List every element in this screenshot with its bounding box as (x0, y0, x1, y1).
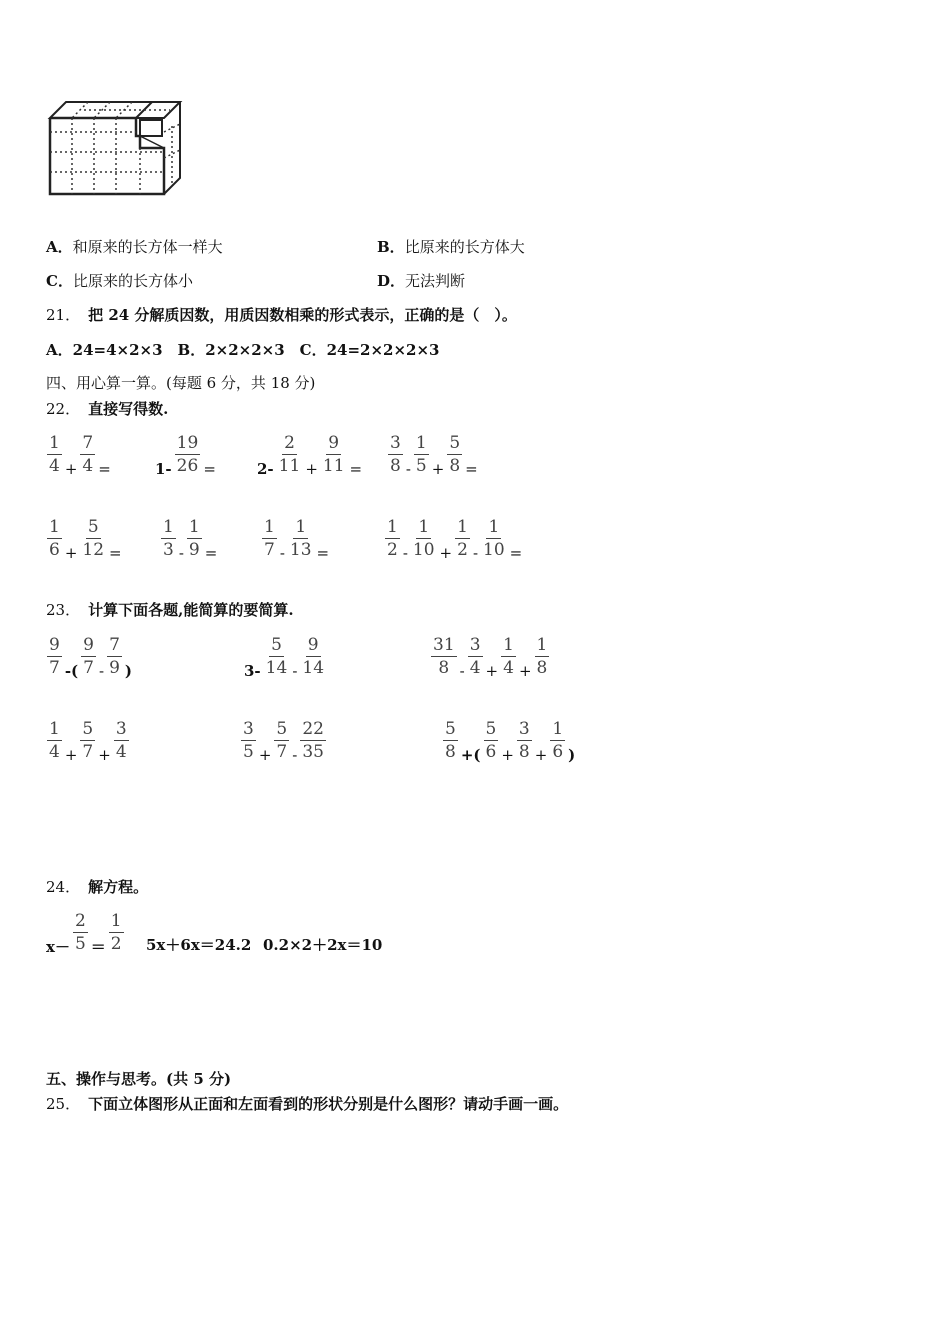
numerator: 3 (390, 432, 401, 453)
operator: - (292, 662, 298, 680)
operator: = (465, 460, 478, 478)
fraction (264, 634, 290, 679)
denominator: 8 (518, 741, 530, 762)
fraction (80, 516, 106, 561)
operator: - (402, 544, 408, 562)
term: +( (460, 746, 481, 764)
denominator: 2 (387, 539, 398, 560)
fraction (288, 516, 314, 561)
denominator: 7 (264, 539, 275, 560)
fraction (484, 718, 499, 763)
fraction (501, 634, 516, 679)
denominator: 14 (265, 657, 288, 678)
numerator: 3 (469, 634, 481, 655)
numerator: 1 (49, 516, 60, 537)
term: 1- (155, 460, 172, 478)
denominator: 14 (302, 657, 325, 678)
q22-expr-7 (261, 510, 331, 566)
fraction (80, 432, 95, 477)
q23-expr-5 (240, 712, 327, 768)
numerator: 9 (83, 634, 94, 655)
fraction (241, 718, 256, 763)
fraction (481, 516, 507, 561)
numerator: 1 (503, 634, 514, 655)
numerator: 1 (457, 516, 468, 537)
denominator: 7 (49, 657, 60, 678)
fraction (81, 634, 96, 679)
option-d[interactable]: D．无法判断 (377, 272, 466, 290)
q22-expr-4 (387, 426, 480, 482)
denominator: 2 (110, 933, 122, 954)
q22-expr-8 (384, 510, 524, 566)
operator: + (439, 544, 453, 562)
fraction (47, 516, 62, 561)
operator: - (279, 544, 285, 562)
numerator: 9 (328, 432, 340, 453)
q22-expr-3 (255, 426, 364, 482)
operator: = (203, 460, 216, 478)
operator: + (258, 746, 272, 764)
numerator: 7 (109, 634, 120, 655)
numerator: 5 (82, 718, 94, 739)
denominator: 4 (115, 741, 127, 762)
q22-expr-2 (153, 426, 218, 482)
q22-expr-1 (46, 426, 113, 482)
numerator: 1 (49, 432, 60, 453)
numerator: 3 (115, 718, 127, 739)
term: ＝ (90, 938, 106, 956)
fraction (73, 910, 88, 955)
fraction (443, 718, 458, 763)
term: 2- (257, 460, 274, 478)
term: x－ (46, 938, 70, 956)
numerator: 1 (49, 718, 60, 739)
term: 3- (244, 662, 261, 680)
fraction (455, 516, 470, 561)
operator: - (459, 662, 465, 680)
fraction (262, 516, 277, 561)
operator: + (305, 460, 318, 478)
operator: = (98, 460, 111, 478)
fraction (385, 516, 400, 561)
numerator: 3 (518, 718, 530, 739)
q22-expr-5 (46, 510, 124, 566)
denominator: 5 (243, 741, 254, 762)
denominator: 4 (82, 455, 94, 476)
fraction (109, 910, 124, 955)
numerator: 5 (271, 634, 282, 655)
denominator: 11 (278, 455, 301, 476)
fraction (47, 718, 62, 763)
option-a[interactable]: A．和原来的长方体一样大 (46, 238, 223, 256)
numerator: 31 (433, 634, 455, 655)
denominator: 4 (503, 657, 514, 678)
fraction (47, 432, 62, 477)
fraction (321, 432, 347, 477)
q23-expr-3 (430, 628, 550, 684)
denominator: 8 (536, 657, 548, 678)
numerator: 7 (82, 432, 94, 453)
denominator: 26 (176, 455, 199, 476)
numerator: 2 (74, 910, 86, 931)
operator: + (501, 746, 514, 764)
denominator: 10 (412, 539, 435, 560)
numerator: 1 (418, 516, 430, 537)
cuboid-figure (44, 96, 186, 200)
numerator: 9 (307, 634, 319, 655)
fraction (187, 516, 202, 561)
denominator: 9 (109, 657, 120, 678)
q23-expr-4 (46, 712, 130, 768)
numerator: 2 (284, 432, 295, 453)
numerator: 1 (488, 516, 500, 537)
q22-stem: 22． 直接写得数. (46, 400, 169, 418)
operator: + (534, 746, 548, 764)
fraction (300, 718, 326, 763)
fraction (175, 432, 201, 477)
denominator: 4 (49, 741, 60, 762)
numerator: 5 (445, 718, 456, 739)
q24-equation-2: 5x＋6x＝24.2 (146, 936, 252, 954)
fraction (277, 432, 303, 477)
denominator: 10 (483, 539, 505, 560)
denominator: 8 (449, 455, 461, 476)
fraction (161, 516, 176, 561)
q24-equation-3: 0.2×2＋2x＝10 (263, 936, 383, 954)
numerator: 9 (49, 634, 60, 655)
numerator: 1 (110, 910, 122, 931)
denominator: 6 (485, 741, 497, 762)
denominator: 7 (83, 657, 94, 678)
fraction (80, 718, 95, 763)
q25-stem: 25． 下面立体图形从正面和左面看到的形状分别是什么图形？请动手画一画。 (46, 1095, 569, 1113)
fraction (414, 432, 429, 477)
term: ) (568, 746, 576, 764)
operator: + (518, 662, 532, 680)
fraction (300, 634, 326, 679)
operator: - (405, 460, 411, 478)
operator: + (64, 746, 78, 764)
q21-stem: 21． 把 24 分解质因数，用质因数相乘的形式表示，正确的是（ ）。 (46, 306, 517, 324)
q24-stem: 24． 解方程。 (46, 878, 149, 896)
operator: - (472, 544, 479, 562)
operator: + (485, 662, 499, 680)
fraction (517, 718, 532, 763)
operator: = (204, 544, 218, 562)
fraction (550, 718, 565, 763)
fraction (411, 516, 437, 561)
operator: - (292, 746, 298, 764)
numerator: 1 (536, 634, 548, 655)
numerator: 1 (415, 432, 427, 453)
denominator: 13 (289, 539, 312, 560)
term: -( (64, 662, 79, 680)
denominator: 6 (552, 741, 564, 762)
operator: = (349, 460, 363, 478)
q23-stem: 23． 计算下面各题,能简算的要简算. (46, 601, 294, 619)
q21-options[interactable]: A．24=4×2×3 B．2×2×2×3 C．24=2×2×2×3 (46, 341, 440, 359)
denominator: 3 (163, 539, 174, 560)
denominator: 9 (188, 539, 200, 560)
numerator: 1 (387, 516, 398, 537)
fraction (107, 634, 122, 679)
numerator: 19 (176, 432, 199, 453)
numerator: 1 (188, 516, 200, 537)
denominator: 7 (276, 741, 288, 762)
denominator: 12 (82, 539, 105, 560)
option-b[interactable]: B．比原来的长方体大 (377, 238, 525, 256)
fraction (468, 634, 483, 679)
fraction (114, 718, 129, 763)
term: ) (124, 662, 132, 680)
section-5-title: 五、操作与思考。(共 5 分) (46, 1070, 232, 1088)
numerator: 1 (163, 516, 174, 537)
numerator: 5 (449, 432, 461, 453)
numerator: 1 (552, 718, 564, 739)
fraction (535, 634, 550, 679)
operator: = (109, 544, 122, 562)
denominator: 4 (49, 455, 60, 476)
operator: - (178, 544, 184, 562)
denominator: 2 (457, 539, 468, 560)
numerator: 1 (295, 516, 307, 537)
q24-equation-1 (44, 904, 125, 960)
numerator: 5 (87, 516, 99, 537)
numerator: 5 (485, 718, 497, 739)
operator: - (98, 662, 105, 680)
section-4-title: 四、用心算一算。(每题 6 分，共 18 分) (46, 374, 316, 392)
operator: + (64, 460, 78, 478)
denominator: 8 (445, 741, 456, 762)
numerator: 3 (243, 718, 254, 739)
denominator: 11 (322, 455, 345, 476)
operator: + (431, 460, 445, 478)
fraction (47, 634, 62, 679)
denominator: 8 (390, 455, 401, 476)
denominator: 8 (438, 657, 450, 678)
operator: + (64, 544, 78, 562)
fraction (274, 718, 289, 763)
fraction (447, 432, 462, 477)
q23-expr-1 (46, 628, 134, 684)
denominator: 7 (82, 741, 94, 762)
numerator: 1 (264, 516, 275, 537)
denominator: 4 (469, 657, 481, 678)
q23-expr-2 (242, 628, 327, 684)
operator: = (509, 544, 523, 562)
numerator: 5 (276, 718, 288, 739)
denominator: 5 (415, 455, 427, 476)
fraction (388, 432, 403, 477)
denominator: 35 (302, 741, 324, 762)
option-c[interactable]: C．比原来的长方体小 (46, 272, 193, 290)
q23-expr-6 (442, 712, 577, 768)
q22-expr-6 (160, 510, 219, 566)
numerator: 22 (302, 718, 324, 739)
denominator: 6 (49, 539, 60, 560)
operator: = (316, 544, 330, 562)
denominator: 5 (74, 933, 86, 954)
operator: + (98, 746, 111, 764)
fraction (431, 634, 457, 679)
